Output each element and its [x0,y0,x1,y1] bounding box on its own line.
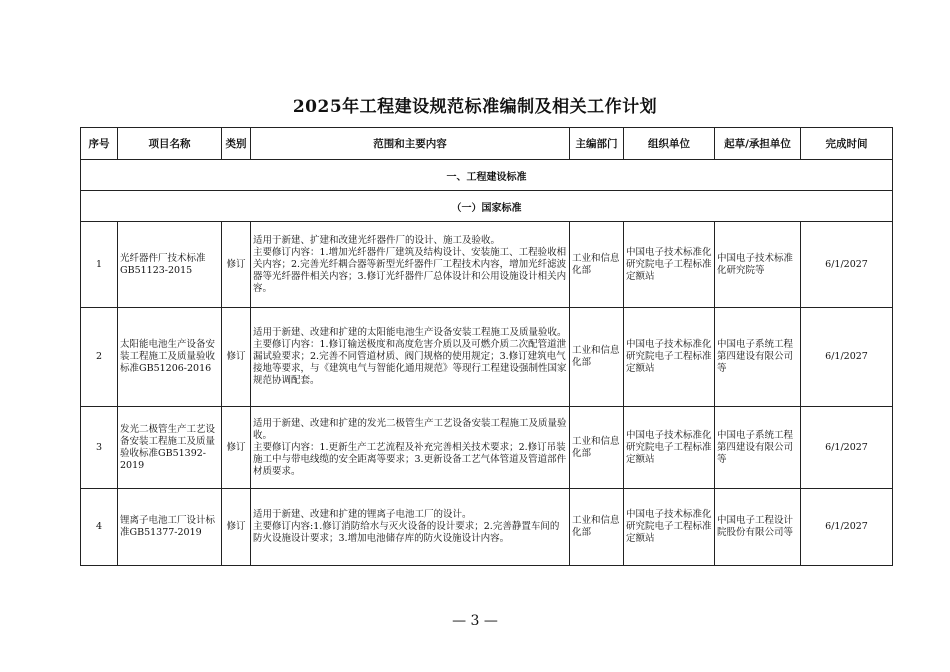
row-dept: 工业和信息化部 [570,308,624,407]
row-org: 中国电子技术标准化研究院电子工程标准定额站 [624,308,715,407]
header-dept: 主编部门 [570,128,624,160]
row-name: 太阳能电池生产设备安装工程施工及质量验收标准GB51206-2016 [118,308,222,407]
subsection-row [81,191,893,222]
table-row [81,489,893,566]
scope-revisions: 主要修订内容:1.修订消防给水与灭火设备的设计要求；2.完善静置车间的防火设施设计要求；3.增加电池储存库的防火设施设计内容。 [253,521,560,544]
row-deadline: 6/1/2027 [801,222,893,308]
header-no: 序号 [81,128,118,160]
document-title: 2025年工程建设规范标准编制及相关工作计划 [292,97,658,117]
scope-revisions: 主要修订内容：1.增加光纤器件厂建筑及结构设计、安装施工、工程验收相关内容；2.完善光纤耦合器等新型光纤器件厂工程技术内容，增加光纤滤波器等光纤器件相关内容；3.修订光纤器件厂总体设计和公用设施设计相关内容。 [253,246,567,294]
subsection-heading: （一）国家标准 [81,191,893,222]
row-drafter: 中国电子系统工程第四建设有限公司等 [715,308,801,407]
header-name: 项目名称 [118,128,222,160]
header-drafter: 起草/承担单位 [715,128,801,160]
header-org: 组织单位 [624,128,715,160]
header-type: 类别 [222,128,251,160]
scope-revisions: 主要修订内容：1.修订输送极度和高度危害介质以及可燃介质二次配管道泄漏试验要求；2.完善不同管道材质、阀门规格的使用规定；3.修订建筑电气接地等要求，与《建筑电气与智能化通用规范》等现行工程建设强制性国家规范协调配套。 [253,339,567,386]
table-row [81,407,893,489]
row-scope [251,489,570,566]
row-drafter: 中国电子技术标准化研究院等 [715,222,801,308]
row-no: 2 [81,308,118,407]
scope-revisions: 主要修订内容：1.更新生产工艺流程及补充完善相关技术要求；2.修订吊装施工中与带电线缆的安全距离等要求；3.更新设备工艺气体管道及管道部件材质要求。 [253,441,567,477]
page-number: — 3 — [452,613,498,629]
row-drafter: 中国电子工程设计院股份有限公司等 [715,489,801,566]
row-drafter: 中国电子系统工程第四建设有限公司等 [715,407,801,489]
table-row [81,222,893,308]
row-scope [251,308,570,407]
row-deadline: 6/1/2027 [801,308,893,407]
work-plan-table [80,127,893,566]
row-dept: 工业和信息化部 [570,222,624,308]
section-heading: 一、工程建设标准 [81,160,893,191]
scope-applicability: 适用于新建、扩建和改建光纤器件厂的设计、施工及验收。 [253,234,501,246]
row-no: 1 [81,222,118,308]
table-row [81,308,893,407]
row-no: 3 [81,407,118,489]
row-deadline: 6/1/2027 [801,489,893,566]
row-type: 修订 [222,308,251,407]
row-org: 中国电子技术标准化研究院电子工程标准定额站 [624,222,715,308]
row-scope [251,222,570,308]
table-header-row [81,128,893,160]
row-scope [251,407,570,489]
scope-applicability: 适用于新建、改建和扩建的锂离子电池工厂的设计。 [253,509,472,520]
row-no: 4 [81,489,118,566]
row-name: 发光二极管生产工艺设备安装工程施工及质量验收标准GB51392-2019 [118,407,222,489]
row-type: 修订 [222,489,251,566]
scope-applicability: 适用于新建、改建和扩建的发光二极管生产工艺设备安装工程施工及质量验收。 [253,417,567,441]
row-dept: 工业和信息化部 [570,407,624,489]
scope-applicability: 适用于新建、改建和扩建的太阳能电池生产设备安装工程施工及质量验收。 [253,327,567,338]
row-dept: 工业和信息化部 [570,489,624,566]
row-name: 光纤器件厂技术标准GB51123-2015 [118,222,222,308]
section-row [81,160,893,191]
row-type: 修订 [222,222,251,308]
header-scope: 范围和主要内容 [251,128,570,160]
row-name: 锂离子电池工厂设计标准GB51377-2019 [118,489,222,566]
row-org: 中国电子技术标准化研究院电子工程标准定额站 [624,407,715,489]
row-type: 修订 [222,407,251,489]
row-deadline: 6/1/2027 [801,407,893,489]
row-org: 中国电子技术标准化研究院电子工程标准定额站 [624,489,715,566]
header-deadline: 完成时间 [801,128,893,160]
